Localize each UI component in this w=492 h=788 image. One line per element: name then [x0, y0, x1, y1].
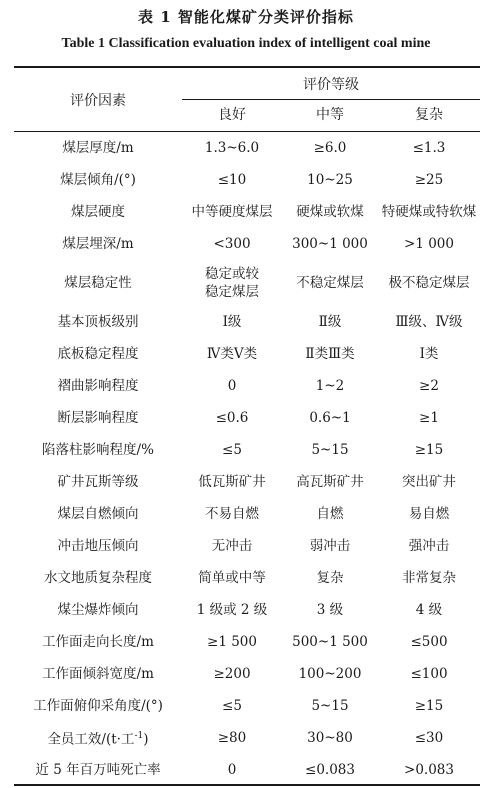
factor-cell: 工作面走向长度/m: [42, 634, 154, 650]
medium-cell: Ⅱ类Ⅲ类: [305, 346, 355, 362]
good-cell: ≤5: [222, 698, 242, 714]
good-cell: 低瓦斯矿井: [198, 474, 266, 490]
medium-cell: 300~1 000: [292, 236, 368, 252]
good-cell: 无冲击: [211, 538, 253, 554]
header-level-medium: 中等: [316, 107, 344, 123]
table-title-cn: 表 1 智能化煤矿分类评价指标: [138, 8, 354, 26]
complex-cell: ≥15: [414, 698, 444, 714]
complex-cell: 极不稳定煤层: [388, 275, 470, 291]
good-cell: ≤5: [222, 442, 242, 458]
table-row: [14, 306, 480, 338]
complex-cell: >1 000: [404, 236, 454, 252]
complex-cell: ≤1.3: [412, 140, 446, 156]
efficiency-unit-text: 全员工效/(t·工: [47, 731, 135, 748]
complex-cell: 4 级: [415, 602, 443, 618]
medium-cell: 自燃: [316, 506, 344, 522]
table-row: [14, 626, 480, 658]
good-cell: <300: [213, 236, 251, 252]
good-cell: 0: [227, 378, 237, 394]
header-subrule: [182, 99, 480, 100]
complex-cell: 强冲击: [408, 538, 450, 554]
good-cell: 1.3~6.0: [204, 140, 260, 156]
complex-cell: ≤500: [410, 634, 448, 650]
complex-cell: 突出矿井: [402, 474, 456, 490]
bottom-rule: [14, 784, 480, 786]
complex-cell: >0.083: [404, 762, 454, 778]
medium-cell: 0.6~1: [309, 410, 351, 426]
table-row: [14, 658, 480, 690]
complex-cell: ≥2: [419, 378, 439, 394]
table-row: [14, 132, 480, 164]
good-cell-line2: 稳定煤层: [205, 284, 259, 300]
factor-cell: 煤层自燃倾向: [57, 506, 139, 522]
table-row: [14, 562, 480, 594]
factor-cell: 煤层硬度: [71, 204, 125, 220]
complex-cell: ≥25: [414, 172, 444, 188]
factor-cell: 水文地质复杂程度: [44, 570, 152, 586]
factor-cell: 煤层倾角/(°): [60, 172, 136, 188]
header-factor: 评价因素: [70, 93, 126, 109]
complex-cell: 易自燃: [408, 506, 450, 522]
complex-cell: ≤100: [410, 666, 448, 682]
factor-cell: 底板稳定程度: [57, 346, 139, 362]
good-cell: ≥1 500: [207, 634, 257, 650]
medium-cell: 弱冲击: [309, 538, 351, 554]
table-row: [14, 690, 480, 722]
table-row: [14, 370, 480, 402]
factor-cell: 工作面倾斜宽度/m: [42, 666, 154, 682]
table-row: [14, 164, 480, 196]
table-title-en: Table 1 Classification evaluation index of intelligent coal mine: [61, 36, 431, 51]
good-cell: [182, 260, 282, 306]
table-row: [14, 594, 480, 626]
table-row: [14, 434, 480, 466]
complex-cell: Ⅲ级、Ⅳ级: [395, 314, 463, 330]
medium-cell: 30~80: [307, 730, 353, 746]
table-row: [14, 498, 480, 530]
medium-cell: 10~25: [307, 172, 353, 188]
factor-cell: 煤尘爆炸倾向: [57, 602, 139, 618]
header-level-good: 良好: [218, 107, 246, 123]
top-rule: [14, 66, 480, 68]
medium-cell: 100~200: [298, 666, 362, 682]
table-row: [14, 754, 480, 786]
medium-cell: 5~15: [311, 698, 349, 714]
medium-cell: 复杂: [316, 570, 344, 586]
complex-cell: 非常复杂: [402, 570, 456, 586]
factor-cell: 褶曲影响程度: [57, 378, 139, 394]
medium-cell: ≤0.083: [305, 762, 355, 778]
factor-cell: [14, 722, 182, 754]
medium-cell: 1~2: [315, 378, 345, 394]
medium-cell: 500~1 500: [292, 634, 368, 650]
factor-cell: 陷落柱影响程度/%: [42, 442, 154, 458]
complex-cell: Ⅰ类: [419, 346, 439, 362]
factor-cell: 近 5 年百万吨死亡率: [35, 762, 161, 778]
table-row: [14, 722, 480, 754]
good-cell: ≥200: [213, 666, 251, 682]
factor-cell: 煤层厚度/m: [62, 140, 134, 156]
table-row: [14, 530, 480, 562]
factor-cell: 煤层埋深/m: [62, 236, 134, 252]
good-cell: 1 级或 2 级: [196, 602, 268, 618]
factor-cell: 冲击地压倾向: [57, 538, 139, 554]
good-cell: ≤10: [217, 172, 247, 188]
medium-cell: Ⅱ级: [318, 314, 342, 330]
table-row: [14, 402, 480, 434]
good-cell: ≤0.6: [215, 410, 249, 426]
table-row: [14, 338, 480, 370]
table-row: [14, 260, 480, 306]
classification-table: [14, 132, 480, 786]
efficiency-unit-superscript: -1: [134, 731, 144, 742]
table-row: [14, 228, 480, 260]
good-cell: 不易自燃: [205, 506, 259, 522]
factor-cell: 基本顶板级别: [57, 314, 139, 330]
table-row: [14, 466, 480, 498]
header-level-complex: 复杂: [415, 107, 443, 123]
complex-cell: ≤30: [414, 730, 444, 746]
good-cell: 0: [227, 762, 237, 778]
good-cell: ≥80: [217, 730, 247, 746]
medium-cell: 3 级: [316, 602, 344, 618]
good-cell: Ⅰ级: [222, 314, 242, 330]
complex-cell: 特硬煤或特软煤: [381, 204, 477, 220]
good-cell: 简单或中等: [198, 570, 266, 586]
good-cell: 中等硬度煤层: [191, 204, 273, 220]
factor-cell: 工作面俯仰采角度/(°): [33, 698, 163, 714]
complex-cell: ≥1: [419, 410, 439, 426]
factor-cell: 断层影响程度: [57, 410, 139, 426]
good-cell: Ⅳ类Ⅴ类: [206, 346, 258, 362]
factor-cell: 煤层稳定性: [64, 275, 132, 291]
medium-cell: 硬煤或软煤: [296, 204, 364, 220]
medium-cell: ≥6.0: [313, 140, 347, 156]
good-cell-line1: 稳定或较: [205, 266, 259, 282]
header-grade: 评价等级: [303, 77, 359, 93]
factor-cell: 矿井瓦斯等级: [57, 474, 139, 490]
medium-cell: 5~15: [311, 442, 349, 458]
complex-cell: ≥15: [414, 442, 444, 458]
efficiency-unit-suffix: ): [143, 731, 149, 748]
table-row: [14, 196, 480, 228]
medium-cell: 高瓦斯矿井: [296, 474, 364, 490]
medium-cell: 不稳定煤层: [296, 275, 364, 291]
